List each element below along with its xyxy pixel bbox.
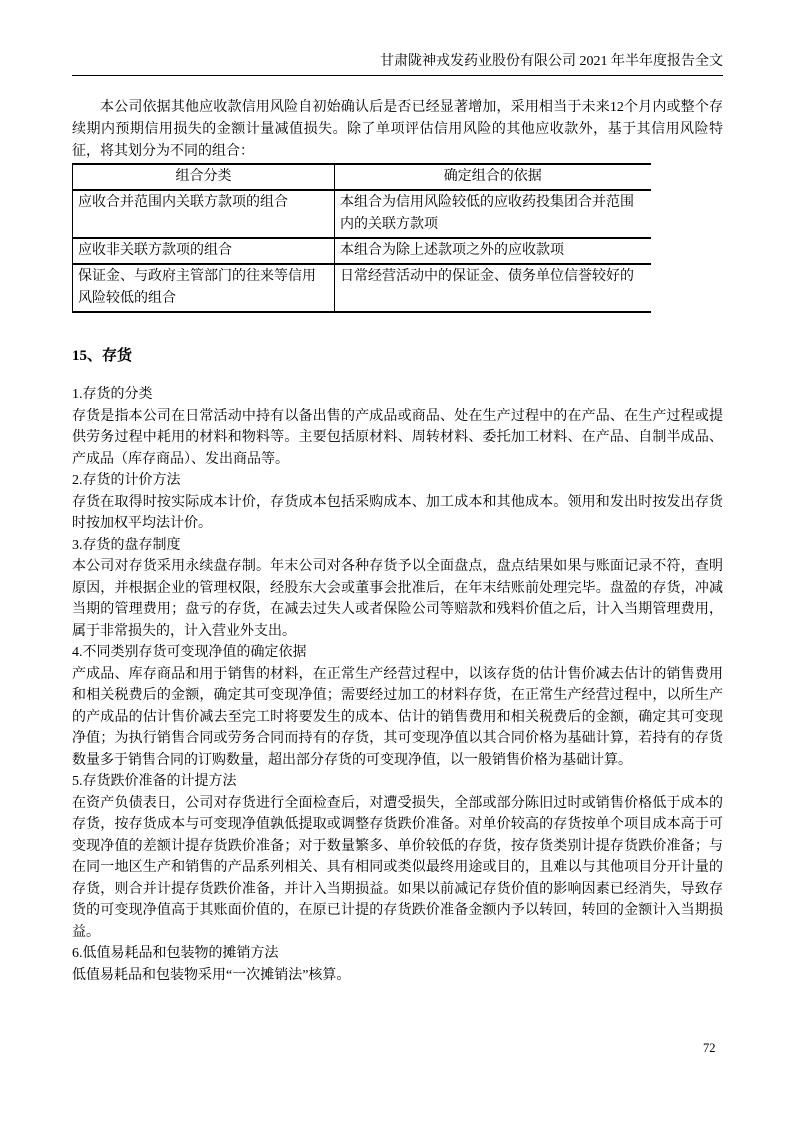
policy-item-net-realizable-value — [72, 642, 723, 771]
policy-item-classification — [72, 384, 723, 470]
intro-paragraph: 本公司依据其他应收款信用风险自初始确认后是否已经显著增加，采用相当于未来12个月内或整个存续期内预期信用损失的金额计量减值损失。除了单项评估信用风险的其他应收款外，基于其信用风险特征，将其划分为不同的组合： — [72, 100, 723, 159]
policy-item-body: 存货是指本公司在日常活动中持有以备出售的产成品或商品、处在生产过程中的在产品、在生产过程或提供劳务过程中耗用的材料和物料等。主要包括原材料、周转材料、委托加工材料、在产品、自制半成品、产成品（库存商品）、发出商品等。 — [72, 408, 723, 467]
table-header-row — [73, 164, 651, 190]
policy-item-count-system — [72, 535, 723, 643]
table-row — [73, 190, 651, 238]
table-header-portfolio-class: 组合分类 — [73, 164, 335, 190]
policy-item-body: 产成品、库存商品和用于销售的材料，在正常生产经营过程中，以该存货的估计售价减去估计的销售费用和相关税费后的金额，确定其可变现净值；需要经过加工的材料存货，在正常生产经营过程中，以所生产的产成品的估计售价减去至完工时将要发生的成本、估计的销售费用和相关税费后的金额，确定其可变现净值；为执行销售合同或劳务合同而持有的存货，其可变现净值以其合同价格为基础计算，若持有的存货数量多于销售合同的订购数量，超出部分存货的可变现净值，以一般销售价格为基础计算。 — [72, 666, 723, 768]
table-row — [73, 238, 651, 264]
table-cell-class: 保证金、与政府主管部门的往来等信用风险较低的组合 — [73, 264, 335, 312]
policy-item-body: 存货在取得时按实际成本计价，存货成本包括采购成本、加工成本和其他成本。领用和发出时按发出存货时按加权平均法计价。 — [72, 494, 723, 531]
policy-item-body: 在资产负债表日，公司对存货进行全面检查后，对遭受损失，全部或部分陈旧过时或销售价格低于成本的存货，按存货成本与可变现净值孰低提取或调整存货跌价准备。对单价较高的存货按单个项目成本高于可变现净值的差额计提存货跌价准备；对于数量繁多、单价较低的存货，按存货类别计提存货跌价准备；与在同一地区生产和销售的产品系列相关、具有相同或类似最终用途或目的，且难以与其他项目分开计量的存货，则合并计提存货跌价准备，并计入当期损益。如果以前减记存货价值的影响因素已经消失，导致存货的可变现净值高于其账面价值的，在原已计提的存货跌价准备金额内予以转回，转回的金额计入当期损益。 — [72, 795, 723, 940]
policy-item-label: 1.存货的分类 — [72, 387, 153, 402]
table-cell-basis: 日常经营活动中的保证金、债务单位信誉较好的 — [335, 264, 651, 312]
policy-item-impairment-provision — [72, 771, 723, 943]
page-header-title: 甘肃陇神戎发药业股份有限公司 2021 年半年度报告全文 — [380, 54, 723, 69]
policy-item-body: 低值易耗品和包装物采用“一次摊销法”核算。 — [72, 967, 351, 983]
policy-item-label: 4.不同类别存货可变现净值的确定依据 — [72, 645, 307, 660]
policy-item-label: 2.存货的计价方法 — [72, 473, 181, 488]
portfolio-classification-table — [72, 163, 651, 313]
table-header-basis: 确定组合的依据 — [335, 164, 651, 190]
table-cell-class: 应收非关联方款项的组合 — [73, 238, 335, 264]
policy-item-amortization-method — [72, 943, 723, 986]
policy-item-label: 5.存货跌价准备的计提方法 — [72, 774, 237, 789]
header-rule — [72, 75, 723, 76]
policy-item-valuation-method — [72, 470, 723, 535]
inventory-policy-items — [72, 384, 723, 986]
policy-item-label: 6.低值易耗品和包装物的摊销方法 — [72, 946, 279, 961]
policy-item-label: 3.存货的盘存制度 — [72, 537, 181, 553]
policy-item-body: 本公司对存货采用永续盘存制。年末公司对各种存货予以全面盘点，盘点结果如果与账面记录不符，查明原因，并根据企业的管理权限，经股东大会或董事会批准后，在年末结账前处理完毕。盘盈的存货，冲减当期的管理费用；盘亏的存货，在减去过失人或者保险公司等赔款和残料价值之后，计入当期管理费用，属于非常损失的，计入营业外支出。 — [72, 559, 723, 639]
table-cell-class: 应收合并范围内关联方款项的组合 — [73, 190, 335, 238]
table-cell-basis: 本组合为除上述款项之外的应收款项 — [335, 238, 651, 264]
page-content — [72, 97, 723, 986]
page-number: 72 — [703, 1041, 716, 1055]
table-cell-basis: 本组合为信用风险较低的应收药投集团合并范围内的关联方款项 — [335, 190, 651, 238]
table-row — [73, 264, 651, 312]
section-title-inventory: 15、存货 — [72, 348, 133, 364]
